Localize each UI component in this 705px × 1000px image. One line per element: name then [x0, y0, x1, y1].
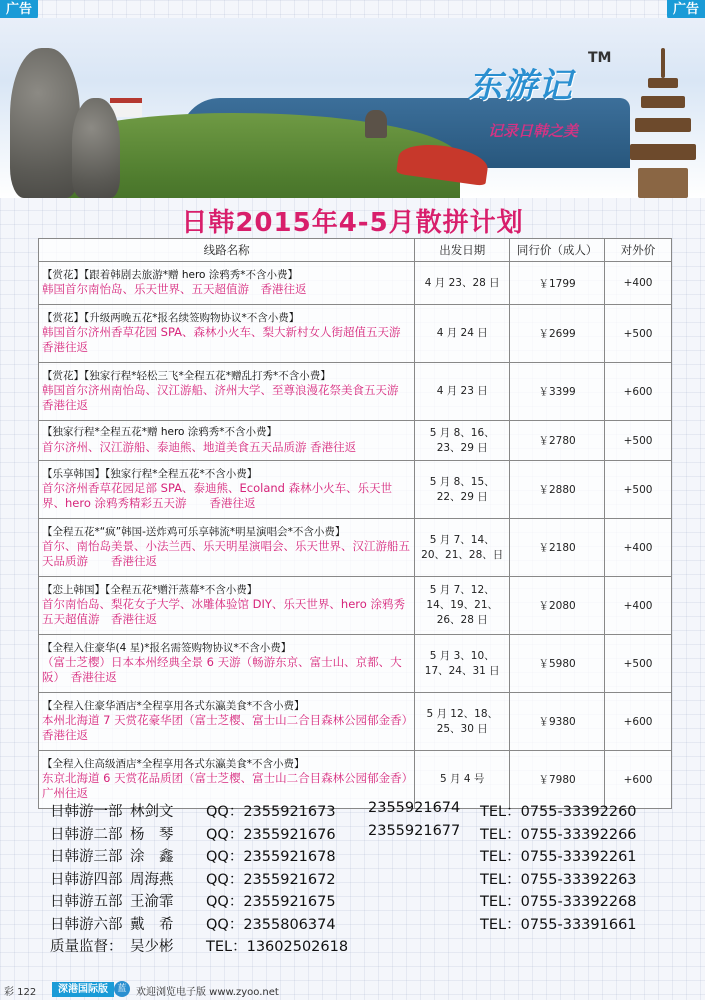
- contact-dept: 日韩游四部: [50, 871, 123, 888]
- route-desc: 东京北海道 6 天赏花品质团（富士芝樱、富士山二合目森林公园郁金香） 广州往返: [42, 771, 419, 801]
- diff-cell: +500: [605, 461, 672, 519]
- route-cell: [39, 363, 415, 421]
- date-cell: 5 月 3、10、17、24、31 日: [415, 635, 510, 693]
- date-cell: 4 月 24 日: [415, 305, 510, 363]
- price-cell: ￥2780: [510, 421, 605, 461]
- price-cell: ￥2880: [510, 461, 605, 519]
- price-cell: ￥2180: [510, 519, 605, 577]
- publication-badge: 深港国际版: [52, 982, 114, 997]
- route-desc: 韩国首尔南怡岛、乐天世界、五天超值游 香港往返: [42, 282, 307, 297]
- schedule-table: [38, 238, 672, 809]
- contact-name: 王渝霏: [130, 894, 174, 910]
- route-cell: [39, 577, 415, 635]
- route-cell: [39, 305, 415, 363]
- ad-label-right: 广告: [667, 0, 705, 20]
- page-number: 彩 122: [4, 987, 37, 998]
- date-cell: 5 月 4 号: [415, 751, 510, 809]
- price-cell: ￥3399: [510, 363, 605, 421]
- brand-logo: [468, 50, 618, 140]
- contact-dept: 日韩游一部: [50, 804, 123, 820]
- diff-cell: +400: [605, 519, 672, 577]
- date-cell: 5 月 8、16、23、29 日: [415, 421, 510, 461]
- diff-cell: +600: [605, 751, 672, 809]
- date-cell: 5 月 7、12、14、19、21、26、28 日: [415, 577, 510, 635]
- route-cell: [39, 262, 415, 305]
- contact-row: [50, 935, 670, 958]
- contact-row: [50, 800, 670, 823]
- contact-name: 周海燕: [130, 871, 174, 888]
- route-cell: [39, 693, 419, 751]
- contact-name: 戴 希: [130, 916, 174, 933]
- header-trade-price: 同行价（成人）: [510, 239, 605, 262]
- diff-cell: +500: [605, 421, 672, 461]
- table-row: [39, 519, 672, 577]
- price-cell: ￥5980: [510, 635, 605, 693]
- contact-list: [50, 800, 670, 958]
- table-row: [39, 421, 672, 461]
- route-cell: [39, 461, 415, 519]
- contact-dept: 日韩游六部: [50, 916, 123, 933]
- route-desc: 本州北海道 7 天赏花豪华团（富士芝樱、富士山二合目森林公园郁金香） 香港往返: [42, 713, 419, 743]
- contact-qq-alt: 2355921677: [368, 822, 461, 839]
- table-row: [39, 305, 672, 363]
- sea-rock: [365, 110, 387, 138]
- contact-name: 杨 琴: [130, 826, 174, 843]
- price-cell: ￥1799: [510, 262, 605, 305]
- diff-cell: +600: [605, 363, 672, 421]
- contact-tel: TEL：0755-33392266: [480, 826, 637, 843]
- header-date: 出发日期: [415, 239, 510, 262]
- route-cell: [39, 635, 415, 693]
- stone-statue: [10, 48, 80, 198]
- contact-qq: QQ：2355921678: [206, 849, 336, 865]
- diff-cell: +500: [605, 635, 672, 693]
- page-title: 日韩2015年4-5月散拼计划: [181, 208, 524, 238]
- route-desc: 首尔、南怡岛美景、小法兰西、乐天明星演唱会、乐天世界、汉江游船五天品质游 香港往返: [42, 539, 410, 569]
- route-tag: 【全程入住豪华酒店*全程享用各式东瀛美食*不含小费】: [42, 699, 305, 712]
- header-route: 线路名称: [39, 239, 415, 262]
- logo-text: 东游记: [468, 66, 573, 106]
- table-row: [39, 693, 672, 751]
- website-link[interactable]: 欢迎浏览电子版 www.zyoo.net: [136, 987, 279, 998]
- contact-qq: QQ：2355921673: [206, 804, 336, 820]
- route-tag: 【赏花】【跟着韩剧去旅游*赠 hero 涂鸦秀*不含小费】: [42, 268, 299, 281]
- price-cell: ￥9380: [510, 693, 605, 751]
- date-cell: 4 月 23 日: [415, 363, 510, 421]
- route-desc: （富士芝樱）日本本州经典全景 6 天游（畅游东京、富士山、京都、大阪） 香港往返: [42, 655, 402, 685]
- route-cell: [39, 519, 415, 577]
- table-row: [39, 262, 672, 305]
- contact-qq: QQ：2355921672: [206, 871, 336, 888]
- date-cell: 5 月 8、15、22、29 日: [415, 461, 510, 519]
- route-tag: 【赏花】【升级两晚五花*报名续签购物协议*不含小费】: [42, 311, 300, 324]
- contact-qq: QQ：2355921675: [206, 894, 336, 910]
- banner-photo: [0, 18, 705, 198]
- contact-row: [50, 823, 670, 846]
- contact-name: 涂 鑫: [130, 849, 174, 865]
- logo-tm: TM: [588, 50, 612, 66]
- route-desc: 韩国首尔济州南怡岛、汉江游船、济州大学、至尊浪漫花祭美食五天游 香港往返: [42, 383, 410, 413]
- route-tag: 【赏花】【独家行程*轻松三飞*全程五花*赠乱打秀*不含小费】: [42, 369, 331, 382]
- publication-logo-icon: 蓝: [114, 981, 130, 997]
- contact-tel: TEL：0755-33391661: [480, 916, 637, 933]
- table-row: [39, 577, 672, 635]
- contact-tel: TEL：0755-33392268: [480, 894, 637, 910]
- contact-dept: 日韩游三部: [50, 849, 123, 865]
- diff-cell: +400: [605, 262, 672, 305]
- stone-statue-small: [72, 98, 120, 198]
- contact-tel-mobile: TEL：13602502618: [206, 939, 349, 955]
- contact-name: 林剑文: [130, 804, 174, 820]
- logo-slogan: 记录日韩之美: [488, 122, 579, 140]
- route-desc: 韩国首尔济州香草花园 SPA、森林小火车、梨大新村女人街超值五天游 香港往返: [42, 325, 413, 355]
- header-retail-diff: 对外价: [605, 239, 672, 262]
- route-desc: 首尔南怡岛、梨花女子大学、冰雕体验馆 DIY、乐天世界、hero 涂鸦秀五天超值游 香港往返: [42, 597, 405, 627]
- page-footer: [0, 980, 705, 1000]
- contact-qq-alt: 2355921674: [368, 800, 461, 816]
- pagoda: [628, 48, 698, 198]
- contact-tel: TEL：0755-33392261: [480, 849, 637, 865]
- diff-cell: +600: [605, 693, 672, 751]
- contact-name: 吴少彬: [130, 939, 174, 955]
- route-tag: 【全程五花*“疯”韩国-送炸鸡可乐享韩流*明星演唱会*不含小费】: [42, 525, 346, 538]
- contact-row: [50, 868, 670, 891]
- diff-cell: +400: [605, 577, 672, 635]
- route-tag: 【全程入住豪华(4 星)*报名需签购物协议*不含小费】: [42, 641, 292, 654]
- date-cell: 5 月 12、18、25、30 日: [415, 693, 510, 751]
- price-cell: ￥2080: [510, 577, 605, 635]
- route-desc: 首尔济州、汉江游船、泰迪熊、地道美食五天品质游 香港往返: [42, 439, 357, 454]
- diff-cell: +500: [605, 305, 672, 363]
- price-cell: ￥2699: [510, 305, 605, 363]
- route-tag: 【独家行程*全程五花*赠 hero 涂鸦秀*不含小费】: [42, 426, 278, 439]
- price-cell: ￥7980: [510, 751, 605, 809]
- contact-row: [50, 890, 670, 913]
- route-desc: 首尔济州香草花园足部 SPA、泰迪熊、Ecoland 森林小火车、乐天世界、hero 涂鸦秀精彩五天游 香港往返: [42, 481, 393, 511]
- date-cell: 4 月 23、28 日: [415, 262, 510, 305]
- ad-label-left: 广告: [0, 0, 38, 20]
- contact-qq: QQ：2355806374: [206, 916, 336, 933]
- table-row: [39, 461, 672, 519]
- route-tag: 【全程入住高级酒店*全程享用各式东瀛美食*不含小费】: [42, 757, 305, 770]
- table-header-row: [39, 239, 672, 262]
- contact-qq: QQ：2355921676: [206, 826, 336, 843]
- contact-dept: 日韩游五部: [50, 894, 123, 910]
- route-cell: [39, 421, 415, 461]
- contact-tel: TEL：0755-33392263: [480, 871, 637, 888]
- contact-row: [50, 913, 670, 936]
- route-tag: 【乐享韩国】【独家行程*全程五花*不含小费】: [42, 467, 258, 480]
- table-row: [39, 635, 672, 693]
- contact-dept: 质量监督：: [50, 939, 123, 955]
- contact-tel: TEL：0755-33392260: [480, 804, 637, 820]
- route-tag: 【恋上韩国】【全程五花*赠汗蒸幕*不含小费】: [42, 583, 258, 596]
- date-cell: 5 月 7、14、20、21、28、日: [415, 519, 510, 577]
- table-row: [39, 363, 672, 421]
- contact-row: [50, 845, 670, 868]
- contact-dept: 日韩游二部: [50, 826, 123, 843]
